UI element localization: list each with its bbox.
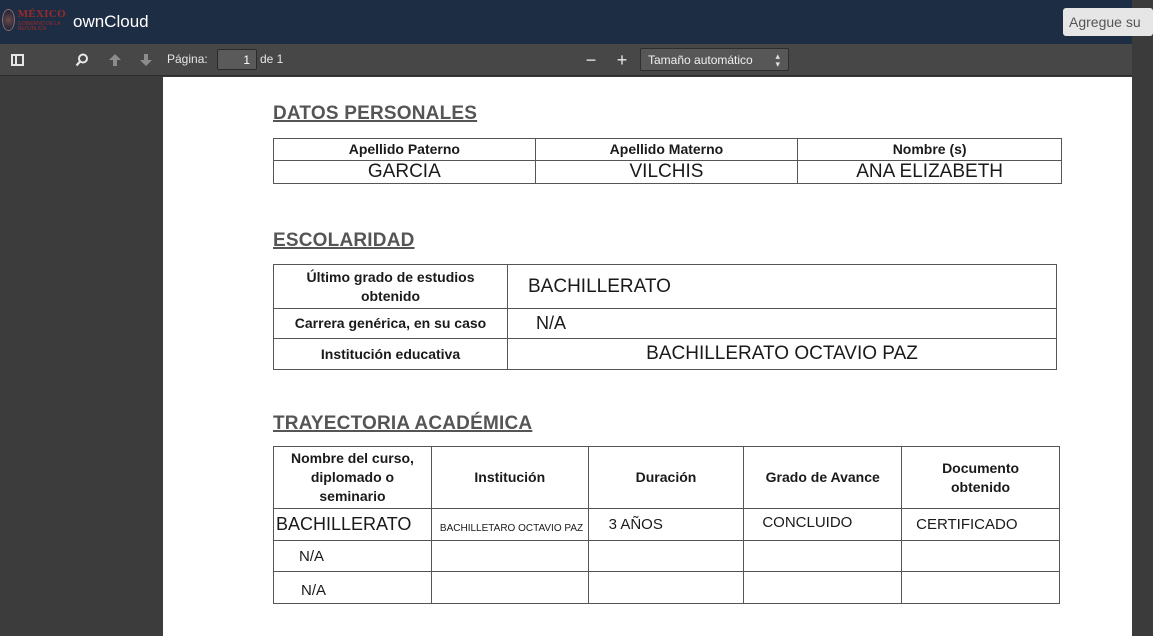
search-icon	[75, 53, 89, 67]
find-button[interactable]	[70, 48, 94, 72]
header-nombre: Nombre (s)	[798, 139, 1062, 161]
header-documento: Documento obtenido	[902, 447, 1060, 509]
table-cell	[588, 572, 744, 604]
value-nombre: ANA ELIZABETH	[798, 161, 1062, 184]
page-label: Página:	[167, 52, 208, 66]
value-institucion: BACHILLERATO OCTAVIO PAZ	[508, 339, 1057, 370]
pdf-page	[163, 77, 1132, 636]
previous-page-button[interactable]	[103, 48, 127, 72]
value-ultimo-grado: BACHILLERATO	[508, 265, 1057, 309]
label-carrera: Carrera genérica, en su caso	[274, 309, 508, 339]
search-input[interactable]: Agregue su	[1063, 8, 1153, 36]
table-cell	[431, 541, 588, 572]
logo-subtitle: GOBIERNO DE LA REPÚBLICA	[17, 20, 61, 32]
table-row	[274, 541, 1060, 572]
table-cell: BACHILLERATO	[274, 509, 432, 541]
zoom-select-value: Tamaño automático	[648, 53, 753, 67]
zoom-out-button[interactable]: −	[585, 49, 597, 70]
mexico-logo[interactable]	[2, 5, 66, 35]
table-cell	[902, 572, 1060, 604]
table-cell: 3 AÑOS	[588, 509, 744, 541]
select-caret-icon: ▴ ▾	[775, 51, 780, 69]
value-carrera: N/A	[508, 309, 1057, 339]
section-title-trajectory: TRAYECTORIA ACADÉMICA	[273, 413, 533, 434]
table-cell	[431, 572, 588, 604]
sidebar-toggle-button[interactable]	[5, 48, 29, 72]
mexico-seal-icon	[2, 9, 15, 31]
arrow-down-icon	[139, 53, 153, 67]
page-number-input[interactable]: 1	[217, 49, 257, 70]
header-duracion: Duración	[588, 447, 744, 509]
table-cell: BACHILLETARO OCTAVIO PAZ	[431, 509, 588, 541]
table-cell: CERTIFICADO	[902, 509, 1060, 541]
app-header	[0, 0, 1141, 44]
pdf-toolbar	[0, 44, 1132, 76]
label-ultimo-grado: Último grado de estudios obtenido	[274, 265, 508, 309]
table-cell: N/A	[274, 572, 432, 604]
header-apellido-materno: Apellido Materno	[535, 139, 798, 161]
viewer-left-pane	[0, 77, 163, 636]
header-nombre-curso: Nombre del curso, diplomado o seminario	[274, 447, 432, 509]
schooling-table	[273, 264, 1057, 370]
zoom-in-button[interactable]: +	[616, 49, 628, 70]
table-cell: N/A	[274, 541, 432, 572]
section-title-schooling: ESCOLARIDAD	[273, 230, 415, 251]
table-row	[274, 509, 1060, 541]
table-cell: CONCLUIDO	[744, 509, 902, 541]
personal-data-table	[273, 138, 1062, 184]
logo-title: MÉXICO	[17, 7, 66, 20]
zoom-select[interactable]	[640, 48, 789, 71]
next-page-button[interactable]	[134, 48, 158, 72]
app-name: ownCloud	[73, 12, 149, 31]
trajectory-table	[273, 446, 1060, 604]
sidebar-toggle-icon	[11, 54, 24, 66]
table-cell	[902, 541, 1060, 572]
header-institucion: Institución	[431, 447, 588, 509]
header-apellido-paterno: Apellido Paterno	[274, 139, 536, 161]
label-institucion: Institución educativa	[274, 339, 508, 370]
header-grado-avance: Grado de Avance	[744, 447, 902, 509]
table-cell	[744, 541, 902, 572]
value-apellido-materno: VILCHIS	[535, 161, 798, 184]
table-row	[274, 572, 1060, 604]
table-cell	[744, 572, 902, 604]
page-total: de 1	[260, 52, 284, 66]
value-apellido-paterno: GARCIA	[274, 161, 536, 184]
arrow-up-icon	[108, 53, 122, 67]
section-title-personal: DATOS PERSONALES	[273, 103, 478, 124]
table-cell	[588, 541, 744, 572]
